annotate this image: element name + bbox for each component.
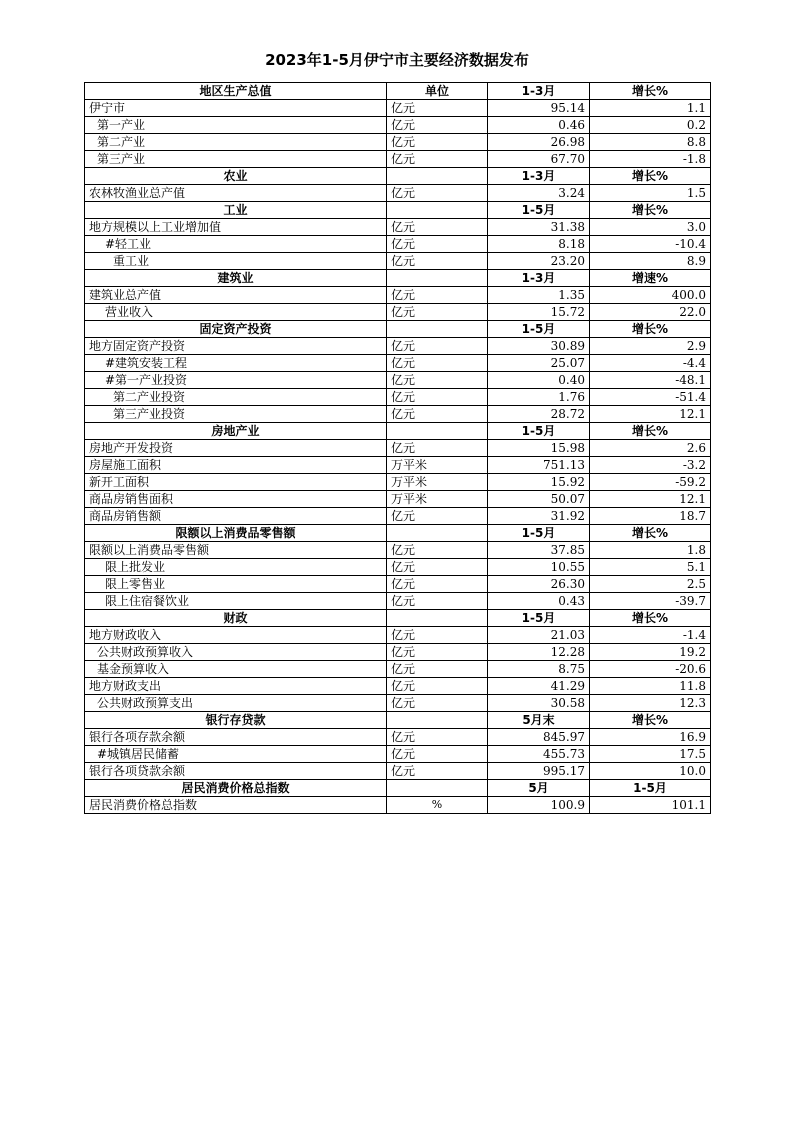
section-title: 房地产业 bbox=[85, 423, 387, 440]
growth-cell: 18.7 bbox=[590, 508, 711, 525]
value-cell: 31.92 bbox=[488, 508, 590, 525]
indicator-name: 公共财政预算收入 bbox=[85, 644, 387, 661]
section-title: 农业 bbox=[85, 168, 387, 185]
unit-header bbox=[387, 270, 488, 287]
section-header-row bbox=[85, 525, 711, 542]
value-cell: 995.17 bbox=[488, 763, 590, 780]
growth-header: 增长% bbox=[590, 83, 711, 100]
indicator-name: 银行各项贷款余额 bbox=[85, 763, 387, 780]
unit-cell: 亿元 bbox=[387, 219, 488, 236]
section-title: 建筑业 bbox=[85, 270, 387, 287]
value-cell: 30.58 bbox=[488, 695, 590, 712]
value-cell: 3.24 bbox=[488, 185, 590, 202]
table-row bbox=[85, 763, 711, 780]
table-row bbox=[85, 372, 711, 389]
growth-header: 增长% bbox=[590, 610, 711, 627]
indicator-name: 限上零售业 bbox=[85, 576, 387, 593]
unit-cell: 亿元 bbox=[387, 100, 488, 117]
table-row bbox=[85, 661, 711, 678]
indicator-name: 基金预算收入 bbox=[85, 661, 387, 678]
value-cell: 28.72 bbox=[488, 406, 590, 423]
growth-cell: -51.4 bbox=[590, 389, 711, 406]
table-row bbox=[85, 644, 711, 661]
indicator-name: 地方规模以上工业增加值 bbox=[85, 219, 387, 236]
section-title: 工业 bbox=[85, 202, 387, 219]
unit-cell: 亿元 bbox=[387, 695, 488, 712]
indicator-name: 限上批发业 bbox=[85, 559, 387, 576]
growth-cell: 2.6 bbox=[590, 440, 711, 457]
growth-cell: 400.0 bbox=[590, 287, 711, 304]
section-header-row bbox=[85, 83, 711, 100]
value-cell: 31.38 bbox=[488, 219, 590, 236]
unit-cell: 亿元 bbox=[387, 304, 488, 321]
section-title: 固定资产投资 bbox=[85, 321, 387, 338]
growth-header: 增长% bbox=[590, 712, 711, 729]
indicator-name: 营业收入 bbox=[85, 304, 387, 321]
unit-cell: 亿元 bbox=[387, 746, 488, 763]
unit-cell: 亿元 bbox=[387, 355, 488, 372]
indicator-name: 公共财政预算支出 bbox=[85, 695, 387, 712]
unit-cell: % bbox=[387, 797, 488, 814]
growth-header: 1-5月 bbox=[590, 780, 711, 797]
unit-cell: 亿元 bbox=[387, 763, 488, 780]
unit-cell: 亿元 bbox=[387, 576, 488, 593]
growth-cell: 11.8 bbox=[590, 678, 711, 695]
growth-cell: -3.2 bbox=[590, 457, 711, 474]
section-header-row bbox=[85, 423, 711, 440]
indicator-name: 商品房销售面积 bbox=[85, 491, 387, 508]
table-row bbox=[85, 134, 711, 151]
unit-cell: 亿元 bbox=[387, 338, 488, 355]
growth-cell: -4.4 bbox=[590, 355, 711, 372]
growth-cell: 12.1 bbox=[590, 406, 711, 423]
value-cell: 12.28 bbox=[488, 644, 590, 661]
unit-cell: 亿元 bbox=[387, 389, 488, 406]
section-title: 财政 bbox=[85, 610, 387, 627]
table-row bbox=[85, 304, 711, 321]
unit-cell: 亿元 bbox=[387, 406, 488, 423]
unit-header bbox=[387, 321, 488, 338]
table-row bbox=[85, 508, 711, 525]
unit-cell: 亿元 bbox=[387, 542, 488, 559]
section-header-row bbox=[85, 780, 711, 797]
value-cell: 10.55 bbox=[488, 559, 590, 576]
unit-header bbox=[387, 525, 488, 542]
section-header-row bbox=[85, 270, 711, 287]
value-cell: 1.76 bbox=[488, 389, 590, 406]
growth-cell: -20.6 bbox=[590, 661, 711, 678]
growth-cell: 101.1 bbox=[590, 797, 711, 814]
unit-cell: 亿元 bbox=[387, 236, 488, 253]
table-row bbox=[85, 627, 711, 644]
section-header-row bbox=[85, 202, 711, 219]
value-cell: 26.98 bbox=[488, 134, 590, 151]
unit-cell: 亿元 bbox=[387, 593, 488, 610]
growth-cell: 12.1 bbox=[590, 491, 711, 508]
indicator-name: 第三产业 bbox=[85, 151, 387, 168]
unit-cell: 亿元 bbox=[387, 372, 488, 389]
table-row bbox=[85, 287, 711, 304]
indicator-name: 第一产业 bbox=[85, 117, 387, 134]
indicator-name: 地方财政支出 bbox=[85, 678, 387, 695]
indicator-name: 限上住宿餐饮业 bbox=[85, 593, 387, 610]
unit-cell: 亿元 bbox=[387, 644, 488, 661]
indicator-name: #轻工业 bbox=[85, 236, 387, 253]
table-row bbox=[85, 117, 711, 134]
unit-header bbox=[387, 202, 488, 219]
table-row bbox=[85, 236, 711, 253]
table-row bbox=[85, 678, 711, 695]
period-header: 1-5月 bbox=[488, 525, 590, 542]
value-cell: 30.89 bbox=[488, 338, 590, 355]
value-cell: 8.18 bbox=[488, 236, 590, 253]
section-header-row bbox=[85, 168, 711, 185]
period-header: 1-5月 bbox=[488, 321, 590, 338]
indicator-name: 地方财政收入 bbox=[85, 627, 387, 644]
growth-cell: -1.4 bbox=[590, 627, 711, 644]
indicator-name: 农林牧渔业总产值 bbox=[85, 185, 387, 202]
unit-cell: 亿元 bbox=[387, 559, 488, 576]
table-row bbox=[85, 746, 711, 763]
table-row bbox=[85, 100, 711, 117]
table-row bbox=[85, 542, 711, 559]
growth-cell: 22.0 bbox=[590, 304, 711, 321]
growth-cell: -1.8 bbox=[590, 151, 711, 168]
unit-header bbox=[387, 610, 488, 627]
unit-cell: 亿元 bbox=[387, 508, 488, 525]
table-row bbox=[85, 389, 711, 406]
growth-header: 增长% bbox=[590, 423, 711, 440]
growth-cell: 0.2 bbox=[590, 117, 711, 134]
table-row bbox=[85, 457, 711, 474]
growth-cell: 19.2 bbox=[590, 644, 711, 661]
table-row bbox=[85, 355, 711, 372]
indicator-name: 地方固定资产投资 bbox=[85, 338, 387, 355]
period-header: 5月末 bbox=[488, 712, 590, 729]
indicator-name: 房地产开发投资 bbox=[85, 440, 387, 457]
table-row bbox=[85, 593, 711, 610]
value-cell: 15.98 bbox=[488, 440, 590, 457]
growth-cell: -39.7 bbox=[590, 593, 711, 610]
unit-cell: 亿元 bbox=[387, 661, 488, 678]
value-cell: 0.46 bbox=[488, 117, 590, 134]
period-header: 5月 bbox=[488, 780, 590, 797]
unit-cell: 亿元 bbox=[387, 627, 488, 644]
value-cell: 100.9 bbox=[488, 797, 590, 814]
table-row bbox=[85, 729, 711, 746]
indicator-name: #城镇居民储蓄 bbox=[85, 746, 387, 763]
value-cell: 50.07 bbox=[488, 491, 590, 508]
period-header: 1-3月 bbox=[488, 168, 590, 185]
economic-data-table bbox=[84, 82, 711, 814]
period-header: 1-3月 bbox=[488, 270, 590, 287]
growth-cell: 8.8 bbox=[590, 134, 711, 151]
unit-header bbox=[387, 423, 488, 440]
indicator-name: 房屋施工面积 bbox=[85, 457, 387, 474]
period-header: 1-5月 bbox=[488, 610, 590, 627]
table-row bbox=[85, 491, 711, 508]
value-cell: 15.72 bbox=[488, 304, 590, 321]
indicator-name: #第一产业投资 bbox=[85, 372, 387, 389]
value-cell: 95.14 bbox=[488, 100, 590, 117]
value-cell: 67.70 bbox=[488, 151, 590, 168]
value-cell: 751.13 bbox=[488, 457, 590, 474]
indicator-name: 建筑业总产值 bbox=[85, 287, 387, 304]
growth-cell: -10.4 bbox=[590, 236, 711, 253]
table-row bbox=[85, 406, 711, 423]
indicator-name: 第三产业投资 bbox=[85, 406, 387, 423]
section-title: 银行存贷款 bbox=[85, 712, 387, 729]
unit-header bbox=[387, 780, 488, 797]
unit-cell: 亿元 bbox=[387, 117, 488, 134]
value-cell: 41.29 bbox=[488, 678, 590, 695]
indicator-name: 银行各项存款余额 bbox=[85, 729, 387, 746]
unit-header bbox=[387, 712, 488, 729]
indicator-name: #建筑安装工程 bbox=[85, 355, 387, 372]
growth-cell: 3.0 bbox=[590, 219, 711, 236]
table-row bbox=[85, 185, 711, 202]
value-cell: 8.75 bbox=[488, 661, 590, 678]
unit-cell: 亿元 bbox=[387, 151, 488, 168]
section-title: 居民消费价格总指数 bbox=[85, 780, 387, 797]
growth-cell: 5.1 bbox=[590, 559, 711, 576]
value-cell: 1.35 bbox=[488, 287, 590, 304]
section-header-row bbox=[85, 321, 711, 338]
table-row bbox=[85, 559, 711, 576]
unit-cell: 亿元 bbox=[387, 134, 488, 151]
unit-cell: 亿元 bbox=[387, 185, 488, 202]
unit-cell: 万平米 bbox=[387, 457, 488, 474]
value-cell: 37.85 bbox=[488, 542, 590, 559]
indicator-name: 居民消费价格总指数 bbox=[85, 797, 387, 814]
value-cell: 23.20 bbox=[488, 253, 590, 270]
indicator-name: 第二产业投资 bbox=[85, 389, 387, 406]
growth-cell: 2.5 bbox=[590, 576, 711, 593]
value-cell: 845.97 bbox=[488, 729, 590, 746]
table-row bbox=[85, 797, 711, 814]
growth-cell: 8.9 bbox=[590, 253, 711, 270]
growth-cell: 1.1 bbox=[590, 100, 711, 117]
growth-cell: -48.1 bbox=[590, 372, 711, 389]
table-row bbox=[85, 338, 711, 355]
unit-cell: 亿元 bbox=[387, 287, 488, 304]
value-cell: 455.73 bbox=[488, 746, 590, 763]
unit-header: 单位 bbox=[387, 83, 488, 100]
section-header-row bbox=[85, 610, 711, 627]
period-header: 1-5月 bbox=[488, 423, 590, 440]
table-row bbox=[85, 151, 711, 168]
table-row bbox=[85, 695, 711, 712]
table-row bbox=[85, 474, 711, 491]
page-title: 2023年1-5月伊宁市主要经济数据发布 bbox=[265, 51, 529, 69]
indicator-name: 新开工面积 bbox=[85, 474, 387, 491]
unit-cell: 亿元 bbox=[387, 253, 488, 270]
section-title: 限额以上消费品零售额 bbox=[85, 525, 387, 542]
period-header: 1-3月 bbox=[488, 83, 590, 100]
growth-cell: 2.9 bbox=[590, 338, 711, 355]
table-row bbox=[85, 253, 711, 270]
indicator-name: 伊宁市 bbox=[85, 100, 387, 117]
value-cell: 25.07 bbox=[488, 355, 590, 372]
unit-cell: 万平米 bbox=[387, 474, 488, 491]
value-cell: 0.43 bbox=[488, 593, 590, 610]
growth-cell: 1.8 bbox=[590, 542, 711, 559]
growth-header: 增长% bbox=[590, 525, 711, 542]
indicator-name: 商品房销售额 bbox=[85, 508, 387, 525]
value-cell: 0.40 bbox=[488, 372, 590, 389]
value-cell: 15.92 bbox=[488, 474, 590, 491]
growth-header: 增长% bbox=[590, 202, 711, 219]
period-header: 1-5月 bbox=[488, 202, 590, 219]
indicator-name: 第二产业 bbox=[85, 134, 387, 151]
growth-cell: 16.9 bbox=[590, 729, 711, 746]
value-cell: 26.30 bbox=[488, 576, 590, 593]
growth-cell: 1.5 bbox=[590, 185, 711, 202]
unit-cell: 万平米 bbox=[387, 491, 488, 508]
growth-cell: 17.5 bbox=[590, 746, 711, 763]
value-cell: 21.03 bbox=[488, 627, 590, 644]
table-row bbox=[85, 576, 711, 593]
growth-cell: 12.3 bbox=[590, 695, 711, 712]
section-header-row bbox=[85, 712, 711, 729]
table-row bbox=[85, 219, 711, 236]
indicator-name: 限额以上消费品零售额 bbox=[85, 542, 387, 559]
unit-header bbox=[387, 168, 488, 185]
indicator-name: 重工业 bbox=[85, 253, 387, 270]
growth-cell: -59.2 bbox=[590, 474, 711, 491]
growth-header: 增长% bbox=[590, 168, 711, 185]
section-title: 地区生产总值 bbox=[85, 83, 387, 100]
growth-header: 增速% bbox=[590, 270, 711, 287]
unit-cell: 亿元 bbox=[387, 678, 488, 695]
growth-cell: 10.0 bbox=[590, 763, 711, 780]
unit-cell: 亿元 bbox=[387, 729, 488, 746]
table-row bbox=[85, 440, 711, 457]
unit-cell: 亿元 bbox=[387, 440, 488, 457]
growth-header: 增长% bbox=[590, 321, 711, 338]
